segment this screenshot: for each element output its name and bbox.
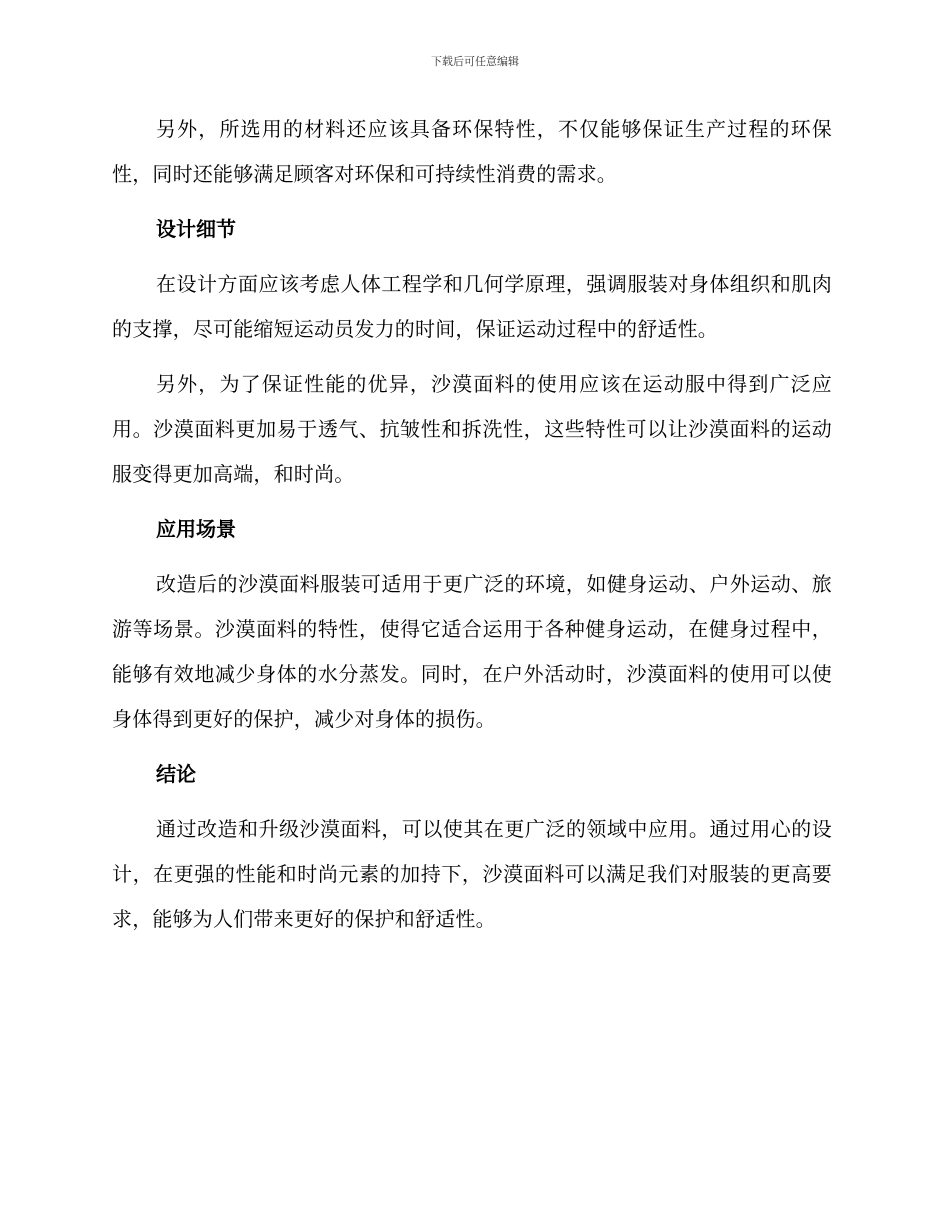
paragraph-eco-materials: 另外，所选用的材料还应该具备环保特性，不仅能够保证生产过程的环保性，同时还能够满足顾客对环保和可持续性消费的需求。: [112, 117, 832, 186]
paragraph-performance: 另外，为了保证性能的优异，沙漠面料的使用应该在运动服中得到广泛应用。沙漠面料更加易于透气、抗皱性和拆洗性，这些特性可以让沙漠面料的运动服变得更加高端，和时尚。: [112, 372, 832, 486]
page-header-note: 下载后可任意编辑: [431, 55, 519, 68]
document-body: [112, 107, 832, 952]
section-heading-use-cases: 应用场景: [156, 517, 236, 541]
paragraph-conclusion: 通过改造和升级沙漠面料，可以使其在更广泛的领域中应用。通过用心的设计，在更强的性能和时尚元素的加持下，沙漠面料可以满足我们对服装的更高要求，能够为人们带来更好的保护和舒适性。: [112, 817, 832, 931]
paragraph-use-cases: 改造后的沙漠面料服装可适用于更广泛的环境，如健身运动、户外运动、旅游等场景。沙漠面料的特性，使得它适合运用于各种健身运动，在健身过程中，能够有效地减少身体的水分蒸发。同时，在户外活动时，沙漠面料的使用可以使身体得到更好的保护，减少对身体的损伤。: [112, 572, 832, 731]
paragraph-ergonomics: 在设计方面应该考虑人体工程学和几何学原理，强调服装对身体组织和肌肉的支撑，尽可能缩短运动员发力的时间，保证运动过程中的舒适性。: [112, 272, 832, 341]
section-heading-conclusion: 结论: [156, 762, 196, 786]
section-heading-design-details: 设计细节: [156, 217, 236, 241]
